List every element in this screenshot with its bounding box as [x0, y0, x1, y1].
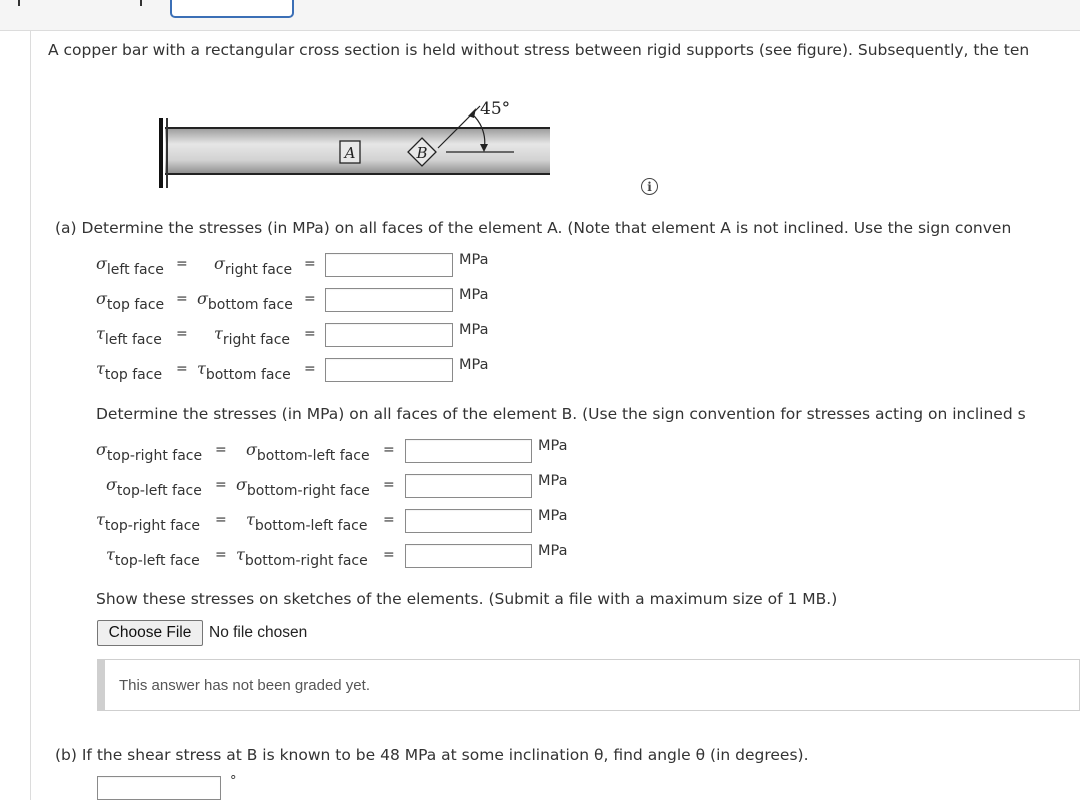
element-a-label: A [344, 144, 356, 162]
equals-text: = [304, 291, 316, 307]
equals-text: = [304, 256, 316, 272]
stress-symbol-lhs [106, 545, 200, 569]
symbol-glyph: τ [236, 545, 245, 564]
unit-label [538, 473, 568, 489]
sketch-prompt: Show these stresses on sketches of the elements. (Submit a file with a maximum size of 1 MB.) [96, 590, 838, 608]
equals-sign [176, 256, 188, 272]
symbol-glyph: τ [96, 510, 105, 529]
equals-sign [383, 547, 395, 563]
unit-text: MPa [459, 322, 489, 338]
symbol-glyph: σ [214, 254, 225, 273]
stress-symbol-lhs [96, 324, 162, 348]
unit-label [538, 438, 568, 454]
stress-answer-input[interactable] [405, 544, 532, 568]
equals-text: = [176, 361, 188, 377]
degree-unit: ° [230, 774, 237, 789]
equals-sign [304, 256, 316, 272]
stress-symbol-rhs [246, 510, 368, 534]
stress-answer-input[interactable] [405, 509, 532, 533]
unit-text: MPa [459, 252, 489, 268]
equals-text: = [215, 442, 227, 458]
equals-text: = [215, 477, 227, 493]
equals-sign [215, 547, 227, 563]
angle-label: 45° [480, 99, 511, 119]
symbol-glyph: σ [246, 440, 257, 459]
equals-sign [383, 442, 395, 458]
stress-answer-input[interactable] [405, 474, 532, 498]
unit-text: MPa [459, 287, 489, 303]
equals-text: = [176, 291, 188, 307]
symbol-subscript: right face [222, 332, 291, 348]
unit-text: MPa [538, 508, 568, 524]
unit-label [538, 543, 568, 559]
symbol-subscript: bottom face [207, 297, 293, 313]
stress-symbol-rhs [236, 475, 370, 499]
stress-answer-input[interactable] [325, 253, 453, 277]
equals-text: = [215, 547, 227, 563]
symbol-subscript: top-right face [104, 518, 201, 534]
equals-sign [383, 477, 395, 493]
symbol-subscript: right face [224, 262, 293, 278]
symbol-subscript: top-right face [106, 448, 203, 464]
symbol-glyph: τ [214, 324, 223, 343]
info-icon[interactable]: i [641, 178, 658, 195]
unit-label [459, 252, 489, 268]
equals-text: = [304, 361, 316, 377]
symbol-glyph: σ [106, 475, 117, 494]
equals-text: = [383, 442, 395, 458]
symbol-glyph: τ [106, 545, 115, 564]
equals-text: = [304, 326, 316, 342]
symbol-subscript: bottom face [205, 367, 291, 383]
equals-text: = [383, 477, 395, 493]
toolbar-tab-button[interactable] [170, 0, 294, 18]
bracket-mark [140, 0, 142, 6]
symbol-glyph: σ [96, 440, 107, 459]
content-left-border [30, 31, 31, 800]
equals-sign [215, 477, 227, 493]
bracket-mark [18, 0, 20, 6]
symbol-glyph: τ [246, 510, 255, 529]
equals-sign [176, 291, 188, 307]
symbol-glyph: τ [96, 324, 105, 343]
angle-theta-input[interactable] [97, 776, 221, 800]
stress-symbol-rhs [214, 254, 293, 278]
stress-symbol-lhs [96, 359, 163, 383]
symbol-subscript: bottom-left face [256, 448, 370, 464]
equals-text: = [215, 512, 227, 528]
stress-symbol-rhs [246, 440, 370, 464]
equals-sign [383, 512, 395, 528]
stress-answer-input[interactable] [325, 323, 453, 347]
unit-label [459, 322, 489, 338]
part-b-prompt: (b) If the shear stress at B is known to be 48 MPa at some inclination θ, find angle θ (in degrees). [55, 746, 809, 764]
element-b-prompt: Determine the stresses (in MPa) on all faces of the element B. (Use the sign convention for stresses acting on inclined s [96, 405, 1026, 423]
symbol-glyph: σ [236, 475, 247, 494]
file-status: No file chosen [209, 624, 308, 641]
unit-text: MPa [538, 438, 568, 454]
stress-symbol-rhs [197, 289, 293, 313]
equals-sign [304, 291, 316, 307]
element-b-label: B [416, 144, 428, 162]
symbol-glyph: τ [197, 359, 206, 378]
symbol-glyph: σ [96, 254, 107, 273]
symbol-subscript: bottom-right face [244, 553, 368, 569]
stress-answer-input[interactable] [325, 358, 453, 382]
symbol-subscript: bottom-right face [246, 483, 370, 499]
graded-notice [97, 659, 1080, 711]
stress-symbol-lhs [96, 510, 201, 534]
equals-sign [176, 361, 188, 377]
part-a-prompt: (a) Determine the stresses (in MPa) on all faces of the element A. (Note that element A is not inclined. Use the sign conven [55, 219, 1012, 237]
stress-symbol-rhs [214, 324, 291, 348]
top-toolbar [0, 0, 1080, 31]
equals-sign [304, 361, 316, 377]
stress-symbol-lhs [96, 254, 164, 278]
equals-sign [176, 326, 188, 342]
stress-answer-input[interactable] [325, 288, 453, 312]
stress-symbol-rhs [197, 359, 291, 383]
symbol-glyph: σ [96, 289, 107, 308]
unit-label [459, 357, 489, 373]
stress-answer-input[interactable] [405, 439, 532, 463]
symbol-subscript: left face [106, 262, 164, 278]
equals-sign [215, 512, 227, 528]
stress-symbol-rhs [236, 545, 368, 569]
symbol-subscript: top-left face [116, 483, 202, 499]
stress-symbol-lhs [96, 440, 203, 464]
symbol-subscript: bottom-left face [254, 518, 368, 534]
symbol-subscript: left face [104, 332, 162, 348]
unit-text: MPa [538, 543, 568, 559]
stress-symbol-lhs [106, 475, 202, 499]
symbol-subscript: top face [104, 367, 163, 383]
question-intro: A copper bar with a rectangular cross section is held without stress between rigid supports (see figure). Subsequently, the ten [48, 41, 1030, 59]
equals-sign [304, 326, 316, 342]
copper-bar-figure [150, 88, 550, 202]
unit-label [538, 508, 568, 524]
unit-label [459, 287, 489, 303]
equals-text: = [383, 547, 395, 563]
equals-text: = [176, 326, 188, 342]
unit-text: MPa [538, 473, 568, 489]
symbol-glyph: σ [197, 289, 208, 308]
unit-text: MPa [459, 357, 489, 373]
graded-message: This answer has not been graded yet. [119, 677, 370, 694]
choose-file-button[interactable]: Choose File [97, 620, 203, 646]
equals-sign [215, 442, 227, 458]
symbol-subscript: top face [106, 297, 165, 313]
symbol-subscript: top-left face [114, 553, 200, 569]
symbol-glyph: τ [96, 359, 105, 378]
equals-text: = [176, 256, 188, 272]
equals-text: = [383, 512, 395, 528]
stress-symbol-lhs [96, 289, 165, 313]
